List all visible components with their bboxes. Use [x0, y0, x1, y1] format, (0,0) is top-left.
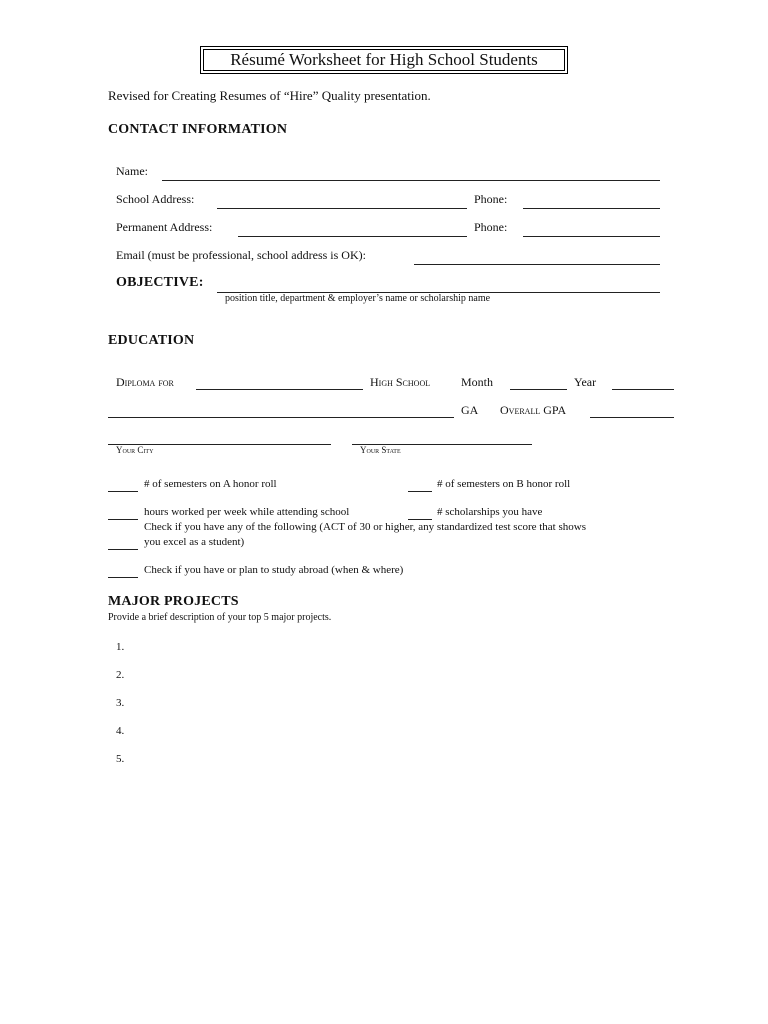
contact-heading: CONTACT INFORMATION — [108, 122, 288, 137]
b-honor-label: # of semesters on B honor roll — [437, 478, 571, 490]
projects-heading: MAJOR PROJECTS — [108, 594, 239, 609]
school-name-field[interactable] — [108, 417, 454, 418]
month-field[interactable] — [510, 389, 567, 390]
education-heading: EDUCATION — [108, 333, 195, 348]
study-abroad-blank[interactable] — [108, 577, 138, 578]
hours-worked-label: hours worked per week while attending school — [144, 506, 350, 518]
a-honor-label: # of semesters on A honor roll — [144, 478, 277, 490]
check-following-blank[interactable] — [108, 549, 138, 550]
diploma-label: Diploma for — [116, 375, 174, 389]
projects-instructions: Provide a brief description of your top 5 major projects. — [108, 612, 332, 623]
permanent-address-field[interactable] — [238, 236, 467, 237]
subtitle: Revised for Creating Resumes of “Hire” Quality presentation. — [108, 88, 431, 103]
check-following-line-1: Check if you have any of the following (ACT of 30 or higher, any standardized test score that shows — [144, 521, 586, 533]
state-hint: Your State — [360, 445, 401, 455]
year-field[interactable] — [612, 389, 674, 390]
objective-label: OBJECTIVE: — [116, 275, 204, 290]
phone-label-1: Phone: — [474, 192, 508, 206]
hours-worked-blank[interactable] — [108, 519, 138, 520]
city-hint: Your City — [116, 445, 154, 455]
phone-label-2: Phone: — [474, 220, 508, 234]
school-address-label: School Address: — [116, 192, 195, 206]
b-honor-blank[interactable] — [408, 491, 432, 492]
check-following-line-2: you excel as a student) — [144, 536, 245, 548]
permanent-address-label: Permanent Address: — [116, 220, 213, 234]
page-title: Résumé Worksheet for High School Students — [230, 50, 538, 69]
diploma-field[interactable] — [196, 389, 363, 390]
study-abroad-label: Check if you have or plan to study abroad (when & where) — [144, 564, 404, 576]
overall-gpa-label: Overall GPA — [500, 403, 567, 417]
scholarships-label: # scholarships you have — [437, 506, 543, 518]
scholarships-blank[interactable] — [408, 519, 432, 520]
project-item-4: 4. — [116, 725, 125, 737]
email-label: Email (must be professional, school address is OK): — [116, 248, 366, 262]
high-school-label: High School — [370, 375, 431, 389]
email-field[interactable] — [414, 264, 660, 265]
overall-gpa-field[interactable] — [590, 417, 674, 418]
ga-label: GA — [461, 403, 479, 417]
a-honor-blank[interactable] — [108, 491, 138, 492]
year-label: Year — [574, 375, 597, 389]
project-item-5: 5. — [116, 753, 125, 765]
school-address-field[interactable] — [217, 208, 467, 209]
name-label: Name: — [116, 164, 148, 178]
project-item-1: 1. — [116, 641, 125, 653]
phone-field-1[interactable] — [523, 208, 660, 209]
project-item-3: 3. — [116, 697, 125, 709]
objective-hint: position title, department & employer’s name or scholarship name — [225, 293, 491, 304]
project-item-2: 2. — [116, 669, 125, 681]
name-field[interactable] — [162, 180, 660, 181]
phone-field-2[interactable] — [523, 236, 660, 237]
page-title-box — [200, 46, 568, 74]
month-label: Month — [461, 375, 494, 389]
